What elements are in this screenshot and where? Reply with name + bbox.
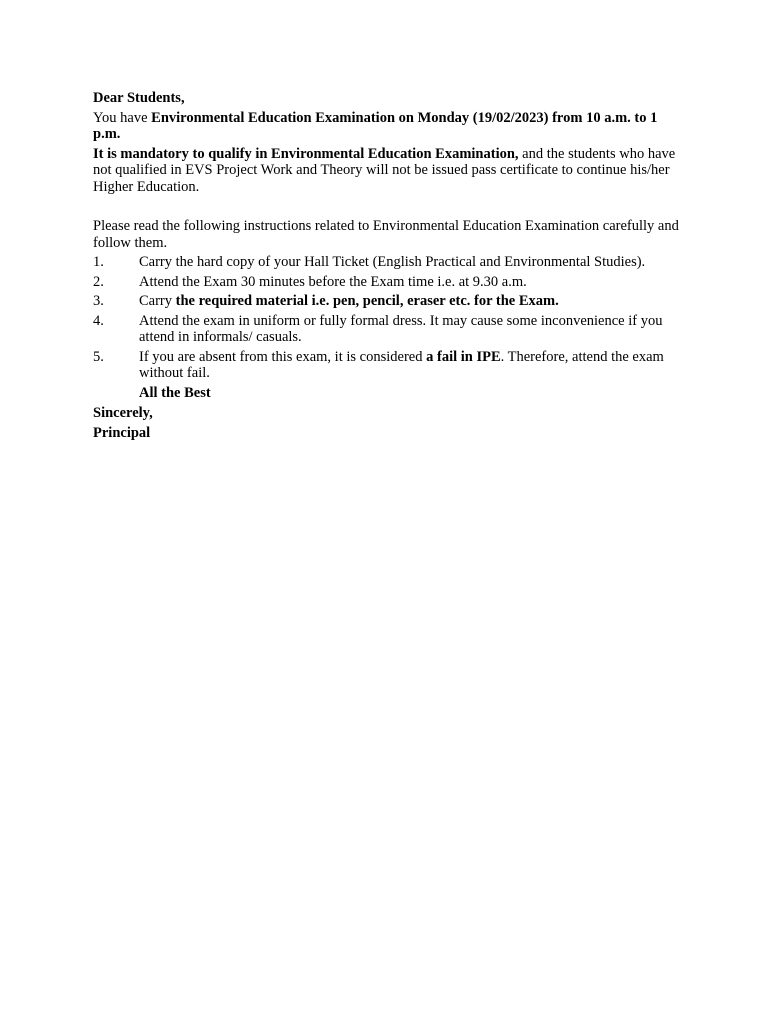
greeting: Dear Students,: [93, 90, 185, 106]
intro-paragraph: [93, 110, 683, 143]
instructions-intro: Please read the following instructions related to Environmental Education Examination carefully and follow them.: [93, 218, 679, 251]
list-item: [93, 349, 683, 382]
item-number: 3.: [93, 293, 104, 309]
item-number: 5.: [93, 348, 104, 365]
signoff: Sincerely,: [93, 405, 153, 421]
letter: [93, 90, 683, 444]
item-text: Attend the exam in uniform or fully formal dress. It may cause some inconvenience if you attend in informals/ casuals.: [139, 312, 663, 345]
instructions-list: [93, 254, 683, 382]
item-number: 4.: [93, 312, 104, 329]
mandatory-statement: It is mandatory to qualify in Environmental Education Examination,: [93, 145, 519, 162]
best-wishes: All the Best: [139, 384, 211, 401]
mandatory-paragraph: [93, 146, 683, 196]
item-text: Carry the required material i.e. pen, pencil, eraser etc. for the Exam.: [139, 293, 559, 309]
spacer: [93, 198, 683, 218]
item-number: 2.: [93, 273, 104, 290]
list-item: [93, 313, 683, 346]
list-item: [93, 293, 683, 310]
mandatory-rest: and the students who have not qualified in EVS Project Work and Theory will not be issued pass certificate to continue his/her Higher Education.: [93, 145, 676, 195]
item-text: If you are absent from this exam, it is considered a fail in IPE. Therefore, attend the exam without fail.: [139, 348, 679, 381]
item-text: Carry the hard copy of your Hall Ticket (English Practical and Environmental Studies).: [139, 254, 646, 270]
signature: Principal: [93, 424, 151, 441]
exam-details: Environmental Education Examination on Monday (19/02/2023) from 10 a.m. to 1 p.m.: [93, 109, 658, 142]
intro-prefix: You have: [93, 109, 152, 126]
list-item: [93, 254, 683, 271]
item-number: 1.: [93, 254, 104, 270]
list-item: [93, 274, 683, 291]
item-text: Attend the Exam 30 minutes before the Exam time i.e. at 9.30 a.m.: [139, 273, 527, 290]
